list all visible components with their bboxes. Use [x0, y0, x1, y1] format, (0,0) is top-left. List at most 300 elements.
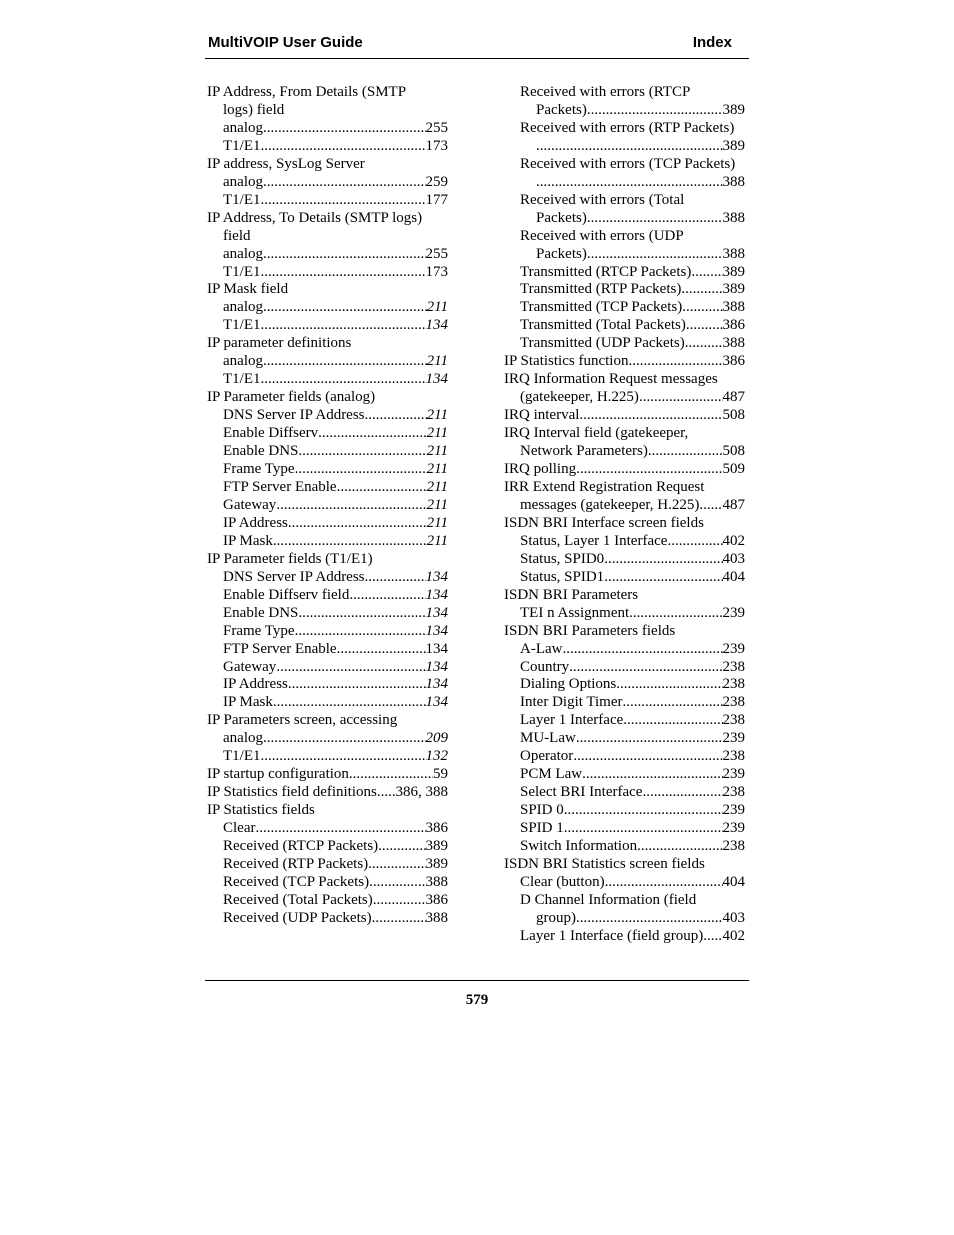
index-entry	[504, 551, 745, 569]
index-entry	[504, 605, 745, 623]
entry-label: IRQ polling	[504, 461, 577, 478]
entry-label: analog	[223, 730, 263, 747]
entry-page-number: 173	[425, 263, 448, 280]
entry-page-number: 238	[722, 676, 745, 693]
index-entry	[504, 730, 745, 748]
index-entry	[504, 317, 745, 335]
index-entry	[207, 694, 448, 712]
dot-leader	[288, 515, 427, 533]
entry-label: T1/E1	[223, 317, 261, 334]
index-entry	[504, 838, 745, 856]
dot-leader	[378, 838, 425, 856]
entry-label: Received (Total Packets)	[223, 891, 373, 908]
entry-page-number: 211	[426, 496, 448, 513]
entry-label: Enable DNS	[223, 604, 299, 621]
entry-page-number: 134	[425, 586, 448, 603]
dot-leader	[295, 623, 426, 641]
index-entry	[207, 515, 448, 533]
entry-label: Status, SPID1	[520, 568, 605, 585]
dot-leader	[263, 246, 426, 264]
entry-page-number: 255	[425, 245, 448, 262]
index-entry	[207, 587, 448, 605]
index-entry: IP Mask field	[207, 281, 289, 298]
index-entry	[504, 910, 745, 928]
entry-label: (gatekeeper, H.225)	[520, 389, 639, 406]
dot-leader	[576, 910, 723, 928]
entry-label: analog	[223, 245, 263, 262]
dot-leader	[587, 102, 723, 120]
entry-page-number: 211	[426, 299, 448, 316]
entry-label: Received (RTP Packets)	[223, 855, 369, 872]
index-column-left	[207, 84, 448, 928]
index-entry	[207, 425, 448, 443]
index-entry	[207, 353, 448, 371]
entry-page-number: 211	[426, 443, 448, 460]
dot-leader	[273, 694, 426, 712]
entry-label: IP startup configuration	[207, 766, 349, 783]
entry-label: A-Law	[520, 640, 563, 657]
entry-page-number: 238	[722, 748, 745, 765]
index-entry	[504, 210, 745, 228]
index-entry	[504, 174, 745, 192]
index-entry: IP Statistics fields	[207, 802, 315, 819]
entry-page-number: 386	[722, 353, 745, 370]
entry-page-number: 239	[722, 766, 745, 783]
dot-leader	[576, 461, 722, 479]
index-entry	[207, 479, 448, 497]
dot-leader	[337, 641, 426, 659]
index-entry	[207, 533, 448, 551]
dot-leader	[263, 730, 426, 748]
index-entry	[207, 174, 448, 192]
entry-page-number: 238	[722, 784, 745, 801]
dot-leader	[369, 874, 425, 892]
dot-leader	[263, 174, 426, 192]
index-entry	[504, 264, 745, 282]
entry-page-number: 402	[722, 927, 745, 944]
index-entry	[207, 623, 448, 641]
index-entry: Received with errors (TCP Packets)	[520, 155, 736, 172]
page-header	[205, 32, 749, 59]
dot-leader	[377, 784, 396, 802]
entry-page-number: 259	[425, 173, 448, 190]
dot-leader	[703, 928, 722, 946]
index-entry: IRQ Information Request messages	[504, 371, 718, 388]
dot-leader	[368, 856, 425, 874]
entry-page-number: 389	[425, 838, 448, 855]
index-entry	[207, 138, 448, 156]
index-entry	[504, 569, 745, 587]
entry-label: Enable DNS	[223, 443, 299, 460]
dot-leader	[263, 120, 426, 138]
dot-leader	[681, 281, 722, 299]
entry-page-number: 508	[722, 443, 745, 460]
entry-label: analog	[223, 299, 263, 316]
index-entry: D Channel Information (field	[520, 891, 697, 908]
entry-page-number: 211	[426, 478, 448, 495]
index-entry	[207, 730, 448, 748]
dot-leader	[587, 210, 723, 228]
entry-label: Status, SPID0	[520, 550, 605, 567]
entry-page-number: 487	[722, 389, 745, 406]
dot-leader	[536, 138, 723, 156]
entry-label: Frame Type	[223, 461, 295, 478]
dot-leader	[699, 497, 722, 515]
dot-leader	[349, 587, 425, 605]
index-entry: IRQ Interval field (gatekeeper,	[504, 425, 689, 442]
index-entry	[504, 659, 745, 677]
entry-label: PCM Law	[520, 766, 583, 783]
index-entry: logs) field	[223, 101, 285, 118]
entry-page-number: 389	[722, 263, 745, 280]
entry-label: Packets)	[536, 101, 587, 118]
entry-page-number: 211	[426, 514, 448, 531]
index-entry: IRR Extend Registration Request	[504, 478, 705, 495]
entry-label: IP Mask	[223, 694, 273, 711]
index-entry	[207, 659, 448, 677]
index-entry: ISDN BRI Parameters fields	[504, 622, 676, 639]
index-entry: ISDN BRI Interface screen fields	[504, 514, 704, 531]
entry-page-number: 239	[722, 820, 745, 837]
dot-leader	[691, 264, 722, 282]
entry-label: messages (gatekeeper, H.225)	[520, 496, 700, 513]
index-entry	[207, 120, 448, 138]
entry-page-number: 209	[425, 730, 448, 747]
index-entry: IP Parameters screen, accessing	[207, 712, 398, 729]
index-entry: Received with errors (Total	[520, 191, 685, 208]
index-entry	[207, 497, 448, 515]
entry-page-number: 509	[722, 461, 745, 478]
dot-leader	[261, 138, 426, 156]
index-entry: IP Parameter fields (analog)	[207, 389, 376, 406]
dot-leader	[582, 766, 722, 784]
index-entry: IP parameter definitions	[207, 335, 352, 352]
entry-label: Operator	[520, 748, 574, 765]
entry-label: T1/E1	[223, 191, 261, 208]
entry-page-number: 388	[425, 909, 448, 926]
index-entry	[207, 246, 448, 264]
index-entry	[207, 407, 448, 425]
dot-leader	[639, 389, 723, 407]
entry-label: Transmitted (TCP Packets)	[520, 299, 683, 316]
entry-page-number: 386	[722, 317, 745, 334]
index-entry	[207, 838, 448, 856]
index-entry: IP Parameter fields (T1/E1)	[207, 550, 373, 567]
entry-label: SPID 0	[520, 802, 564, 819]
entry-label: Transmitted (Total Packets)	[520, 317, 686, 334]
index-entry	[504, 407, 745, 425]
index-entry: IP Address, From Details (SMTP	[207, 84, 407, 100]
dot-leader	[372, 910, 426, 928]
index-entry	[504, 641, 745, 659]
entry-label: FTP Server Enable	[223, 640, 337, 657]
index-entry	[207, 443, 448, 461]
entry-page-number: 238	[722, 658, 745, 675]
dot-leader	[288, 676, 426, 694]
entry-label: Select BRI Interface	[520, 784, 643, 801]
entry-page-number: 134	[425, 317, 448, 334]
entry-label: Network Parameters)	[520, 443, 648, 460]
entry-page-number: 238	[722, 712, 745, 729]
entry-label: T1/E1	[223, 371, 261, 388]
index-entry: Received with errors (UDP	[520, 227, 684, 244]
index-entry	[207, 371, 448, 389]
entry-page-number: 177	[425, 191, 448, 208]
index-entry	[207, 892, 448, 910]
entry-label: T1/E1	[223, 137, 261, 154]
dot-leader	[261, 317, 426, 335]
entry-page-number: 239	[722, 604, 745, 621]
entry-page-number: 388	[722, 209, 745, 226]
entry-page-number: 238	[722, 694, 745, 711]
index-entry: IP Address, To Details (SMTP logs)	[207, 209, 423, 226]
index-entry	[207, 299, 448, 317]
index-entry	[504, 802, 745, 820]
index-entry	[504, 389, 745, 407]
index-entry: IP address, SysLog Server	[207, 155, 365, 172]
dot-leader	[562, 641, 722, 659]
dot-leader	[261, 192, 426, 210]
index-entry	[504, 694, 745, 712]
dot-leader	[263, 353, 427, 371]
index-entry	[504, 497, 745, 515]
entry-page-number: 134	[425, 676, 448, 693]
index-entry: Received with errors (RTP Packets)	[520, 119, 735, 136]
entry-page-number: 388	[722, 245, 745, 262]
dot-leader	[667, 533, 722, 551]
index-entry	[504, 766, 745, 784]
entry-page-number: 404	[722, 568, 745, 585]
entry-label: Layer 1 Interface (field group)	[520, 927, 704, 944]
dot-leader	[616, 676, 722, 694]
dot-leader	[685, 335, 723, 353]
dot-leader	[569, 659, 722, 677]
entry-page-number: 211	[426, 532, 448, 549]
entry-page-number: 386	[425, 820, 448, 837]
entry-label: analog	[223, 353, 263, 370]
entry-label: Packets)	[536, 245, 587, 262]
index-entry	[504, 874, 745, 892]
entry-label: Transmitted (RTCP Packets)	[520, 263, 692, 280]
entry-label: Frame Type	[223, 622, 295, 639]
index-entry	[207, 874, 448, 892]
dot-leader	[648, 443, 723, 461]
entry-label: IP Address	[223, 514, 288, 531]
dot-leader	[605, 874, 723, 892]
dot-leader	[318, 425, 427, 443]
entry-label: Received (RTCP Packets)	[223, 838, 379, 855]
index-entry	[207, 461, 448, 479]
index-entry	[504, 676, 745, 694]
entry-page-number: 508	[722, 407, 745, 424]
dot-leader	[637, 838, 722, 856]
dot-leader	[373, 892, 426, 910]
dot-leader	[261, 371, 426, 389]
dot-leader	[255, 820, 425, 838]
section-title: Index	[692, 34, 732, 51]
entry-page-number: 239	[722, 802, 745, 819]
entry-page-number: 134	[425, 658, 448, 675]
dot-leader	[261, 748, 426, 766]
index-entry	[207, 569, 448, 587]
entry-label: Gateway	[223, 658, 277, 675]
index-entry	[504, 461, 745, 479]
entry-page-number: 239	[722, 730, 745, 747]
entry-page-number: 389	[722, 137, 745, 154]
entry-page-number: 388	[722, 173, 745, 190]
entry-label: IP Statistics field definitions	[207, 784, 377, 801]
entry-label: MU-Law	[520, 730, 576, 747]
document-title: MultiVOIP User Guide	[208, 34, 363, 51]
index-entry	[504, 353, 745, 371]
dot-leader	[261, 264, 426, 282]
index-entry: Received with errors (RTCP	[520, 84, 691, 100]
index-entry: ISDN BRI Statistics screen fields	[504, 855, 705, 872]
entry-page-number: 389	[425, 855, 448, 872]
entry-page-number: 132	[425, 748, 448, 765]
index-entry	[207, 641, 448, 659]
entry-label: analog	[223, 119, 263, 136]
entry-label: IP Mask	[223, 532, 273, 549]
dot-leader	[536, 174, 723, 192]
index-entry	[504, 102, 745, 120]
entry-page-number: 388	[425, 873, 448, 890]
dot-leader	[629, 605, 722, 623]
entry-label: T1/E1	[223, 263, 261, 280]
index-entry: field	[223, 227, 251, 244]
index-entry	[504, 443, 745, 461]
entry-page-number: 404	[722, 873, 745, 890]
dot-leader	[623, 694, 723, 712]
dot-leader	[298, 443, 426, 461]
entry-page-number: 134	[425, 371, 448, 388]
entry-label: FTP Server Enable	[223, 478, 337, 495]
entry-label: TEI n Assignment	[520, 604, 630, 621]
index-entry	[504, 820, 745, 838]
entry-label: Clear	[223, 820, 256, 837]
dot-leader	[642, 784, 722, 802]
index-entry	[504, 138, 745, 156]
entry-page-number: 389	[722, 101, 745, 118]
page-number: 579	[465, 992, 489, 1008]
entry-page-number: 403	[722, 909, 745, 926]
entry-label: IP Address	[223, 676, 288, 693]
index-entry	[207, 192, 448, 210]
entry-page-number: 389	[722, 281, 745, 298]
index-entry: ISDN BRI Parameters	[504, 586, 639, 603]
index-entry	[207, 264, 448, 282]
entry-page-number: 211	[426, 461, 448, 478]
index-entry	[207, 856, 448, 874]
entry-label: Received (UDP Packets)	[223, 909, 372, 926]
dot-leader	[298, 605, 425, 623]
entry-label: DNS Server IP Address	[223, 568, 365, 585]
index-column-right	[504, 84, 745, 946]
dot-leader	[564, 802, 723, 820]
entry-page-number: 59	[433, 766, 448, 783]
entry-label: Transmitted (RTP Packets)	[520, 281, 682, 298]
entry-label: IRQ interval	[504, 407, 580, 424]
entry-label: group)	[536, 909, 576, 926]
dot-leader	[628, 353, 722, 371]
index-entry	[207, 910, 448, 928]
entry-label: Dialing Options	[520, 676, 617, 693]
index-entry	[504, 533, 745, 551]
index-entry	[504, 335, 745, 353]
entry-page-number: 255	[425, 119, 448, 136]
index-entry	[504, 748, 745, 766]
entry-label: Inter Digit Timer	[520, 694, 623, 711]
index-entry	[504, 299, 745, 317]
entry-label: T1/E1	[223, 748, 261, 765]
entry-label: Enable Diffserv field	[223, 586, 350, 603]
entry-label: Status, Layer 1 Interface	[520, 532, 668, 549]
entry-page-number: 211	[426, 425, 448, 442]
entry-page-number: 211	[426, 407, 448, 424]
dot-leader	[564, 820, 723, 838]
entry-page-number: 238	[722, 838, 745, 855]
entry-label: Enable Diffserv	[223, 425, 319, 442]
entry-label: Switch Information	[520, 838, 638, 855]
entry-page-number: 386, 388	[395, 784, 448, 801]
dot-leader	[337, 479, 427, 497]
index-entry	[504, 281, 745, 299]
entry-label: Country	[520, 658, 570, 675]
index-entry	[207, 820, 448, 838]
dot-leader	[263, 299, 427, 317]
entry-page-number: 134	[425, 640, 448, 657]
entry-label: SPID 1	[520, 820, 564, 837]
entry-page-number: 134	[425, 604, 448, 621]
entry-label: Received (TCP Packets)	[223, 873, 370, 890]
dot-leader	[295, 461, 427, 479]
entry-label: Layer 1 Interface	[520, 712, 624, 729]
entry-label: Transmitted (UDP Packets)	[520, 335, 685, 352]
entry-label: DNS Server IP Address	[223, 407, 365, 424]
entry-page-number: 386	[425, 891, 448, 908]
dot-leader	[623, 712, 722, 730]
dot-leader	[365, 569, 426, 587]
index-entry	[504, 712, 745, 730]
page-footer	[205, 980, 749, 1008]
entry-page-number: 134	[425, 568, 448, 585]
entry-page-number: 134	[425, 622, 448, 639]
dot-leader	[686, 317, 723, 335]
dot-leader	[604, 551, 722, 569]
index-entry	[207, 784, 448, 802]
entry-label: analog	[223, 173, 263, 190]
index-entry	[504, 784, 745, 802]
entry-label: Gateway	[223, 496, 277, 513]
dot-leader	[604, 569, 722, 587]
dot-leader	[573, 748, 722, 766]
dot-leader	[276, 497, 426, 515]
index-entry	[207, 317, 448, 335]
index-entry	[504, 246, 745, 264]
index-entry	[207, 605, 448, 623]
entry-page-number: 487	[722, 496, 745, 513]
dot-leader	[273, 533, 427, 551]
dot-leader	[349, 766, 433, 784]
entry-page-number: 239	[722, 640, 745, 657]
entry-page-number: 173	[425, 137, 448, 154]
index-entry	[207, 748, 448, 766]
dot-leader	[576, 730, 723, 748]
dot-leader	[587, 246, 723, 264]
entry-label: Packets)	[536, 209, 587, 226]
entry-page-number: 134	[425, 694, 448, 711]
index-entry	[207, 676, 448, 694]
